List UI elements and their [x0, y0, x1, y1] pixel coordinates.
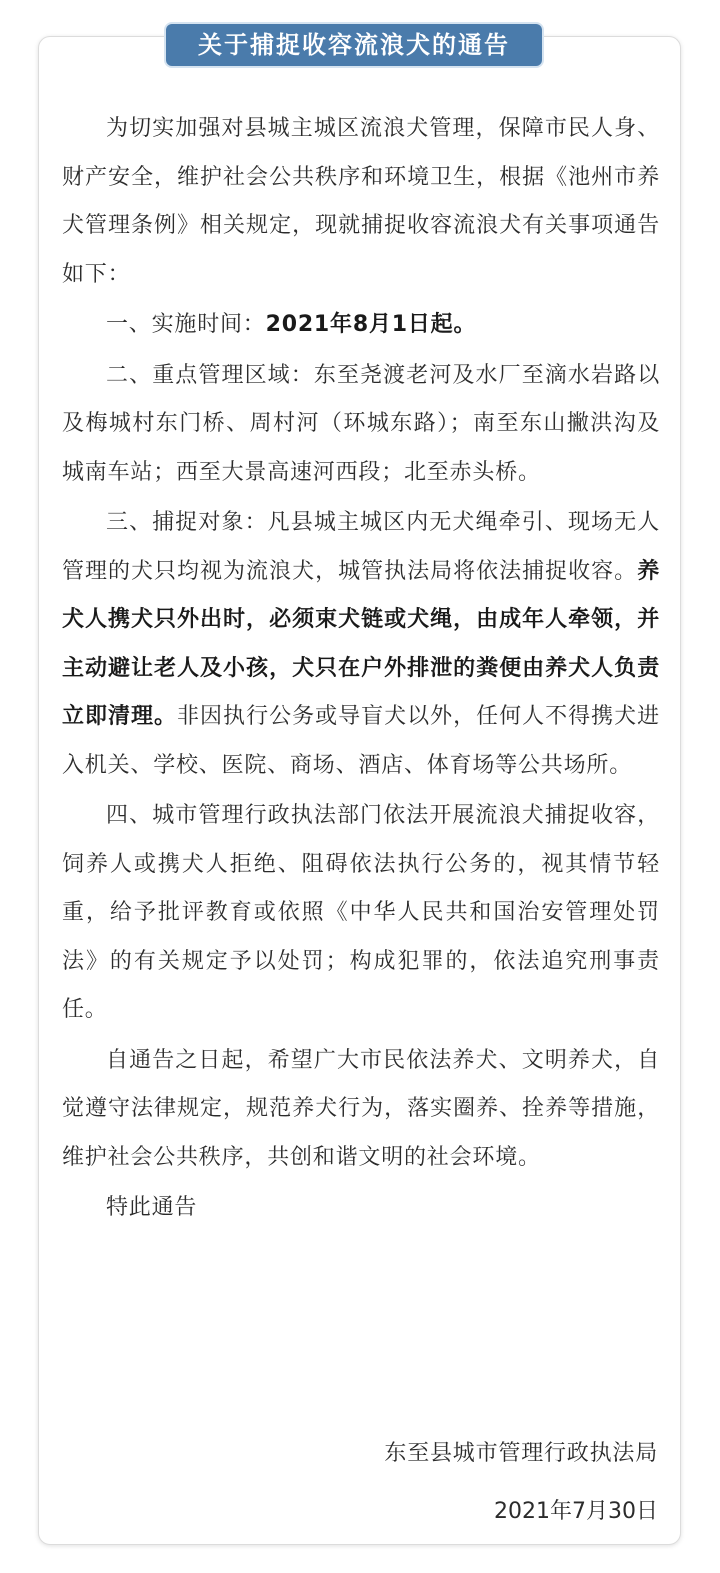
issue-date: 2021年7月30日: [494, 1499, 658, 1524]
item-3-paragraph: [62, 499, 660, 790]
item-1-date: 2021年8月1日起。: [265, 312, 477, 337]
item-3-text-b: 非因执行公务或导盲犬以外，任何人不得携犬进入机关、学校、医院、商场、酒店、体育场等公共场所。: [62, 704, 660, 778]
notice-title: 关于捕捉收容流浪犬的通告: [166, 24, 542, 66]
item-1-label: 一、实施时间：: [106, 312, 266, 337]
closing-line: 特此通告: [106, 1195, 198, 1220]
item-3-bold-text: 养犬人携犬只外出时，必须束犬链或犬绳，由成年人牵领，并主动避让老人及小孩，犬只在户外排泄的粪便由养犬人负责立即清理。: [62, 558, 660, 729]
issuer-name: 东至县城市管理行政执法局: [384, 1441, 658, 1466]
item-1-paragraph: [62, 301, 660, 350]
item-2-paragraph: 二、重点管理区域：东至尧渡老河及水厂至滴水岩路以及梅城村东门桥、周村河（环城东路）；南至东山撇洪沟及城南车站；西至大景高速河西段；北至赤头桥。: [62, 362, 660, 485]
appeal-paragraph: 自通告之日起，希望广大市民依法养犬、文明养犬，自觉遵守法律规定，规范养犬行为，落实圈养、拴养等措施，维护社会公共秩序，共创和谐文明的社会环境。: [62, 1047, 660, 1170]
item-4-paragraph: 四、城市管理行政执法部门依法开展流浪犬捕捉收容，饲养人或携犬人拒绝、阻碍依法执行公务的，视其情节轻重，给予批评教育或依照《中华人民共和国治安管理处罚法》的有关规定予以处罚；构成犯罪的，依法追究刑事责任。: [62, 803, 660, 1022]
intro-paragraph: 为切实加强对县城主城区流浪犬管理，保障市民人身、财产安全，维护社会公共秩序和环境卫生，根据《池州市养犬管理条例》相关规定，现就捕捉收容流浪犬有关事项通告如下：: [62, 116, 660, 287]
item-3-text-a: 三、捕捉对象：凡县城主城区内无犬绳牵引、现场无人管理的犬只均视为流浪犬，城管执法局将依法捕捉收容。: [62, 510, 660, 584]
notice-body: [62, 105, 660, 1233]
